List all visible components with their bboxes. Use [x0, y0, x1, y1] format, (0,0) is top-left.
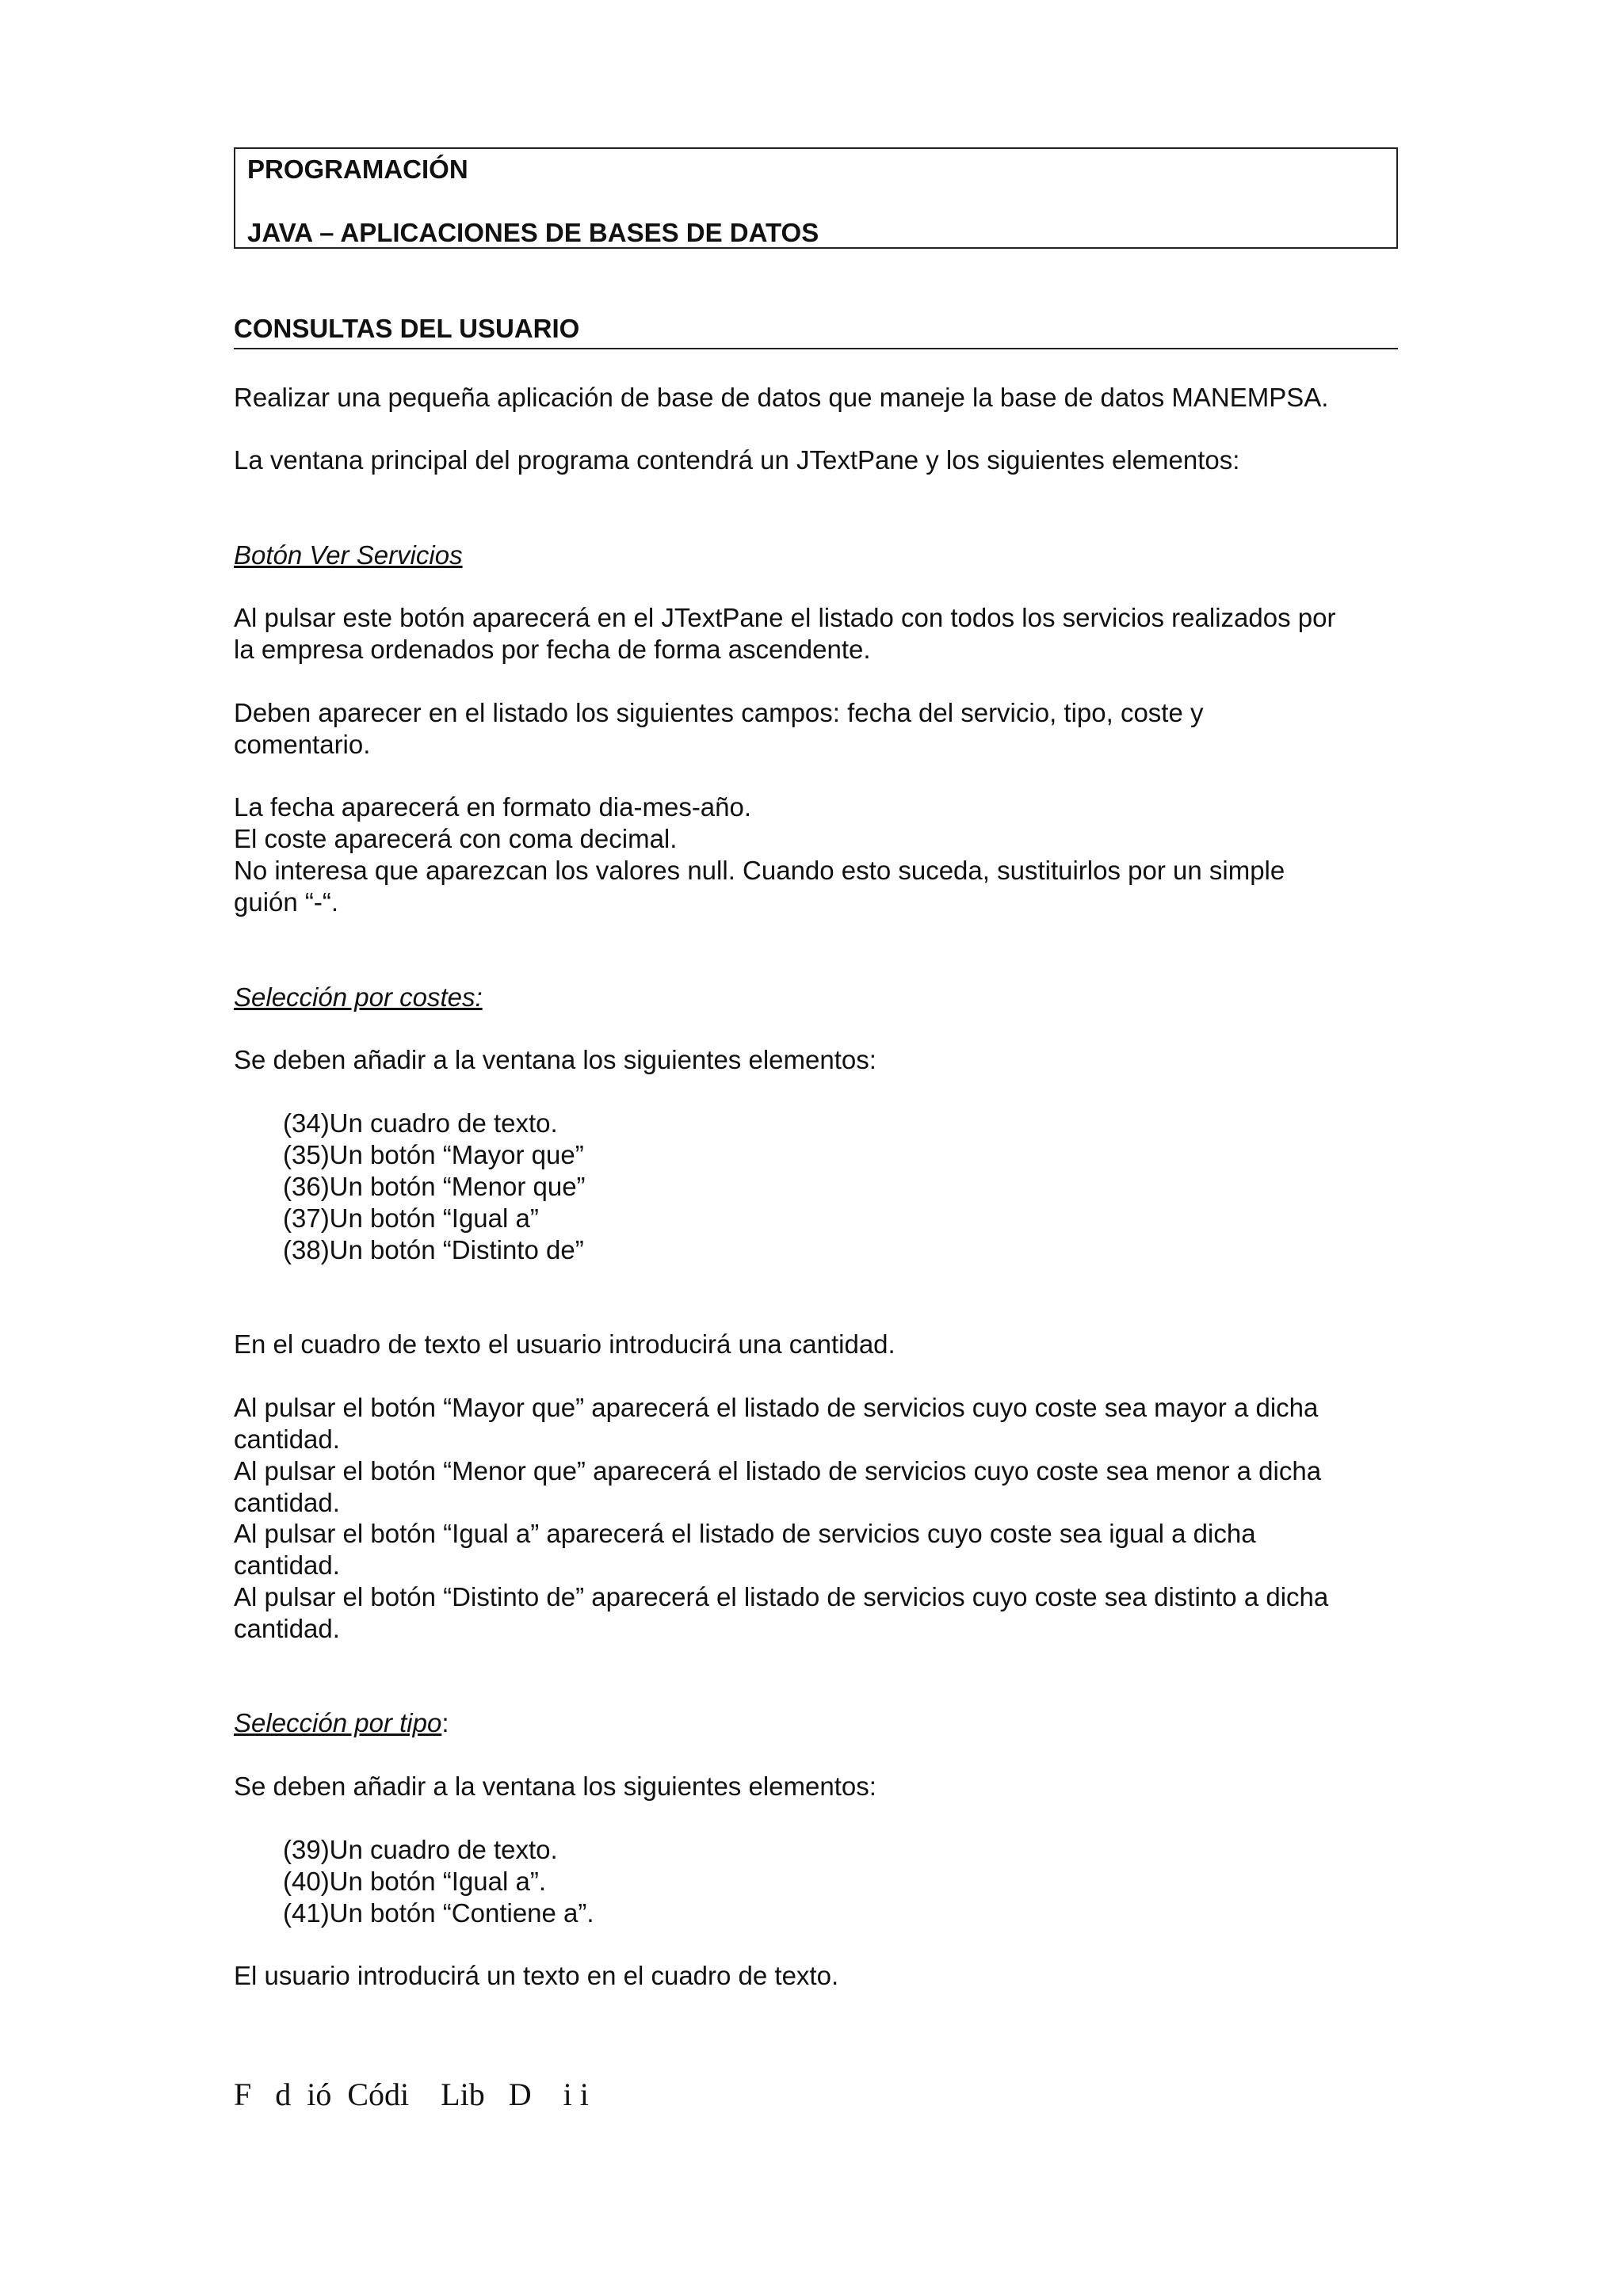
ver-servicios-heading: Botón Ver Servicios [234, 540, 463, 570]
list-item: (39)Un cuadro de texto. [283, 1835, 558, 1864]
por-tipo-heading [234, 1707, 449, 1739]
intro-paragraph-2: La ventana principal del programa contendrá un JTextPane y los siguientes elementos: [234, 445, 1240, 475]
list-item: (37)Un botón “Igual a” [283, 1203, 539, 1233]
ver-servicios-text: La fecha aparecerá en formato dia-mes-año. [234, 792, 752, 822]
por-costes-text: cantidad. [234, 1550, 340, 1580]
ver-servicios-text: Deben aparecer en el listado los siguientes campos: fecha del servicio, tipo, coste y [234, 698, 1204, 727]
por-costes-text: cantidad. [234, 1614, 340, 1643]
ver-servicios-text: comentario. [234, 730, 371, 759]
ver-servicios-text: guión “-“. [234, 887, 339, 917]
por-costes-text: Al pulsar el botón “Igual a” aparecerá el listado de servicios cuyo coste sea igual a dicha [234, 1519, 1256, 1548]
por-costes-heading: Selección por costes: [234, 982, 483, 1012]
list-item: (36)Un botón “Menor que” [283, 1172, 586, 1201]
ver-servicios-text: la empresa ordenados por fecha de forma ascendente. [234, 635, 871, 664]
list-item: (41)Un botón “Contiene a”. [283, 1898, 594, 1928]
por-costes-text: Al pulsar el botón “Mayor que” aparecerá el listado de servicios cuyo coste sea mayor a dicha [234, 1393, 1319, 1422]
intro-paragraph-1: Realizar una pequeña aplicación de base de datos que maneje la base de datos MANEMPSA. [234, 383, 1329, 412]
ver-servicios-text: El coste aparecerá con coma decimal. [234, 824, 678, 853]
section-title: CONSULTAS DEL USUARIO [234, 313, 1398, 349]
header-box [234, 147, 1398, 249]
list-item: (38)Un botón “Distinto de” [283, 1235, 584, 1264]
list-item: (35)Un botón “Mayor que” [283, 1140, 584, 1169]
por-tipo-intro: Se deben añadir a la ventana los siguientes elementos: [234, 1772, 876, 1801]
list-item: (40)Un botón “Igual a”. [283, 1867, 547, 1896]
por-costes-text: cantidad. [234, 1488, 340, 1517]
header-topic: JAVA – APLICACIONES DE BASES DE DATOS [247, 218, 819, 247]
page-footer: F d ió Códi Lib D i i [234, 2077, 589, 2112]
por-costes-intro: Se deben añadir a la ventana los siguientes elementos: [234, 1045, 876, 1074]
list-item: (34)Un cuadro de texto. [283, 1108, 558, 1138]
por-costes-text: cantidad. [234, 1425, 340, 1454]
por-tipo-text: El usuario introducirá un texto en el cuadro de texto. [234, 1961, 839, 1990]
ver-servicios-text: Al pulsar este botón aparecerá en el JTextPane el listado con todos los servicios realizados por [234, 603, 1336, 632]
ver-servicios-text: No interesa que aparezcan los valores null. Cuando esto suceda, sustituirlos por un simple [234, 856, 1285, 885]
por-costes-text: En el cuadro de texto el usuario introducirá una cantidad. [234, 1329, 896, 1359]
por-costes-text: Al pulsar el botón “Distinto de” aparecerá el listado de servicios cuyo coste sea distinto a dicha [234, 1582, 1329, 1611]
por-costes-text: Al pulsar el botón “Menor que” aparecerá el listado de servicios cuyo coste sea menor a dicha [234, 1456, 1322, 1486]
por-tipo-heading-label: Selección por tipo [234, 1708, 442, 1737]
por-tipo-heading-colon: : [441, 1708, 449, 1737]
header-subject: PROGRAMACIÓN [247, 154, 468, 184]
